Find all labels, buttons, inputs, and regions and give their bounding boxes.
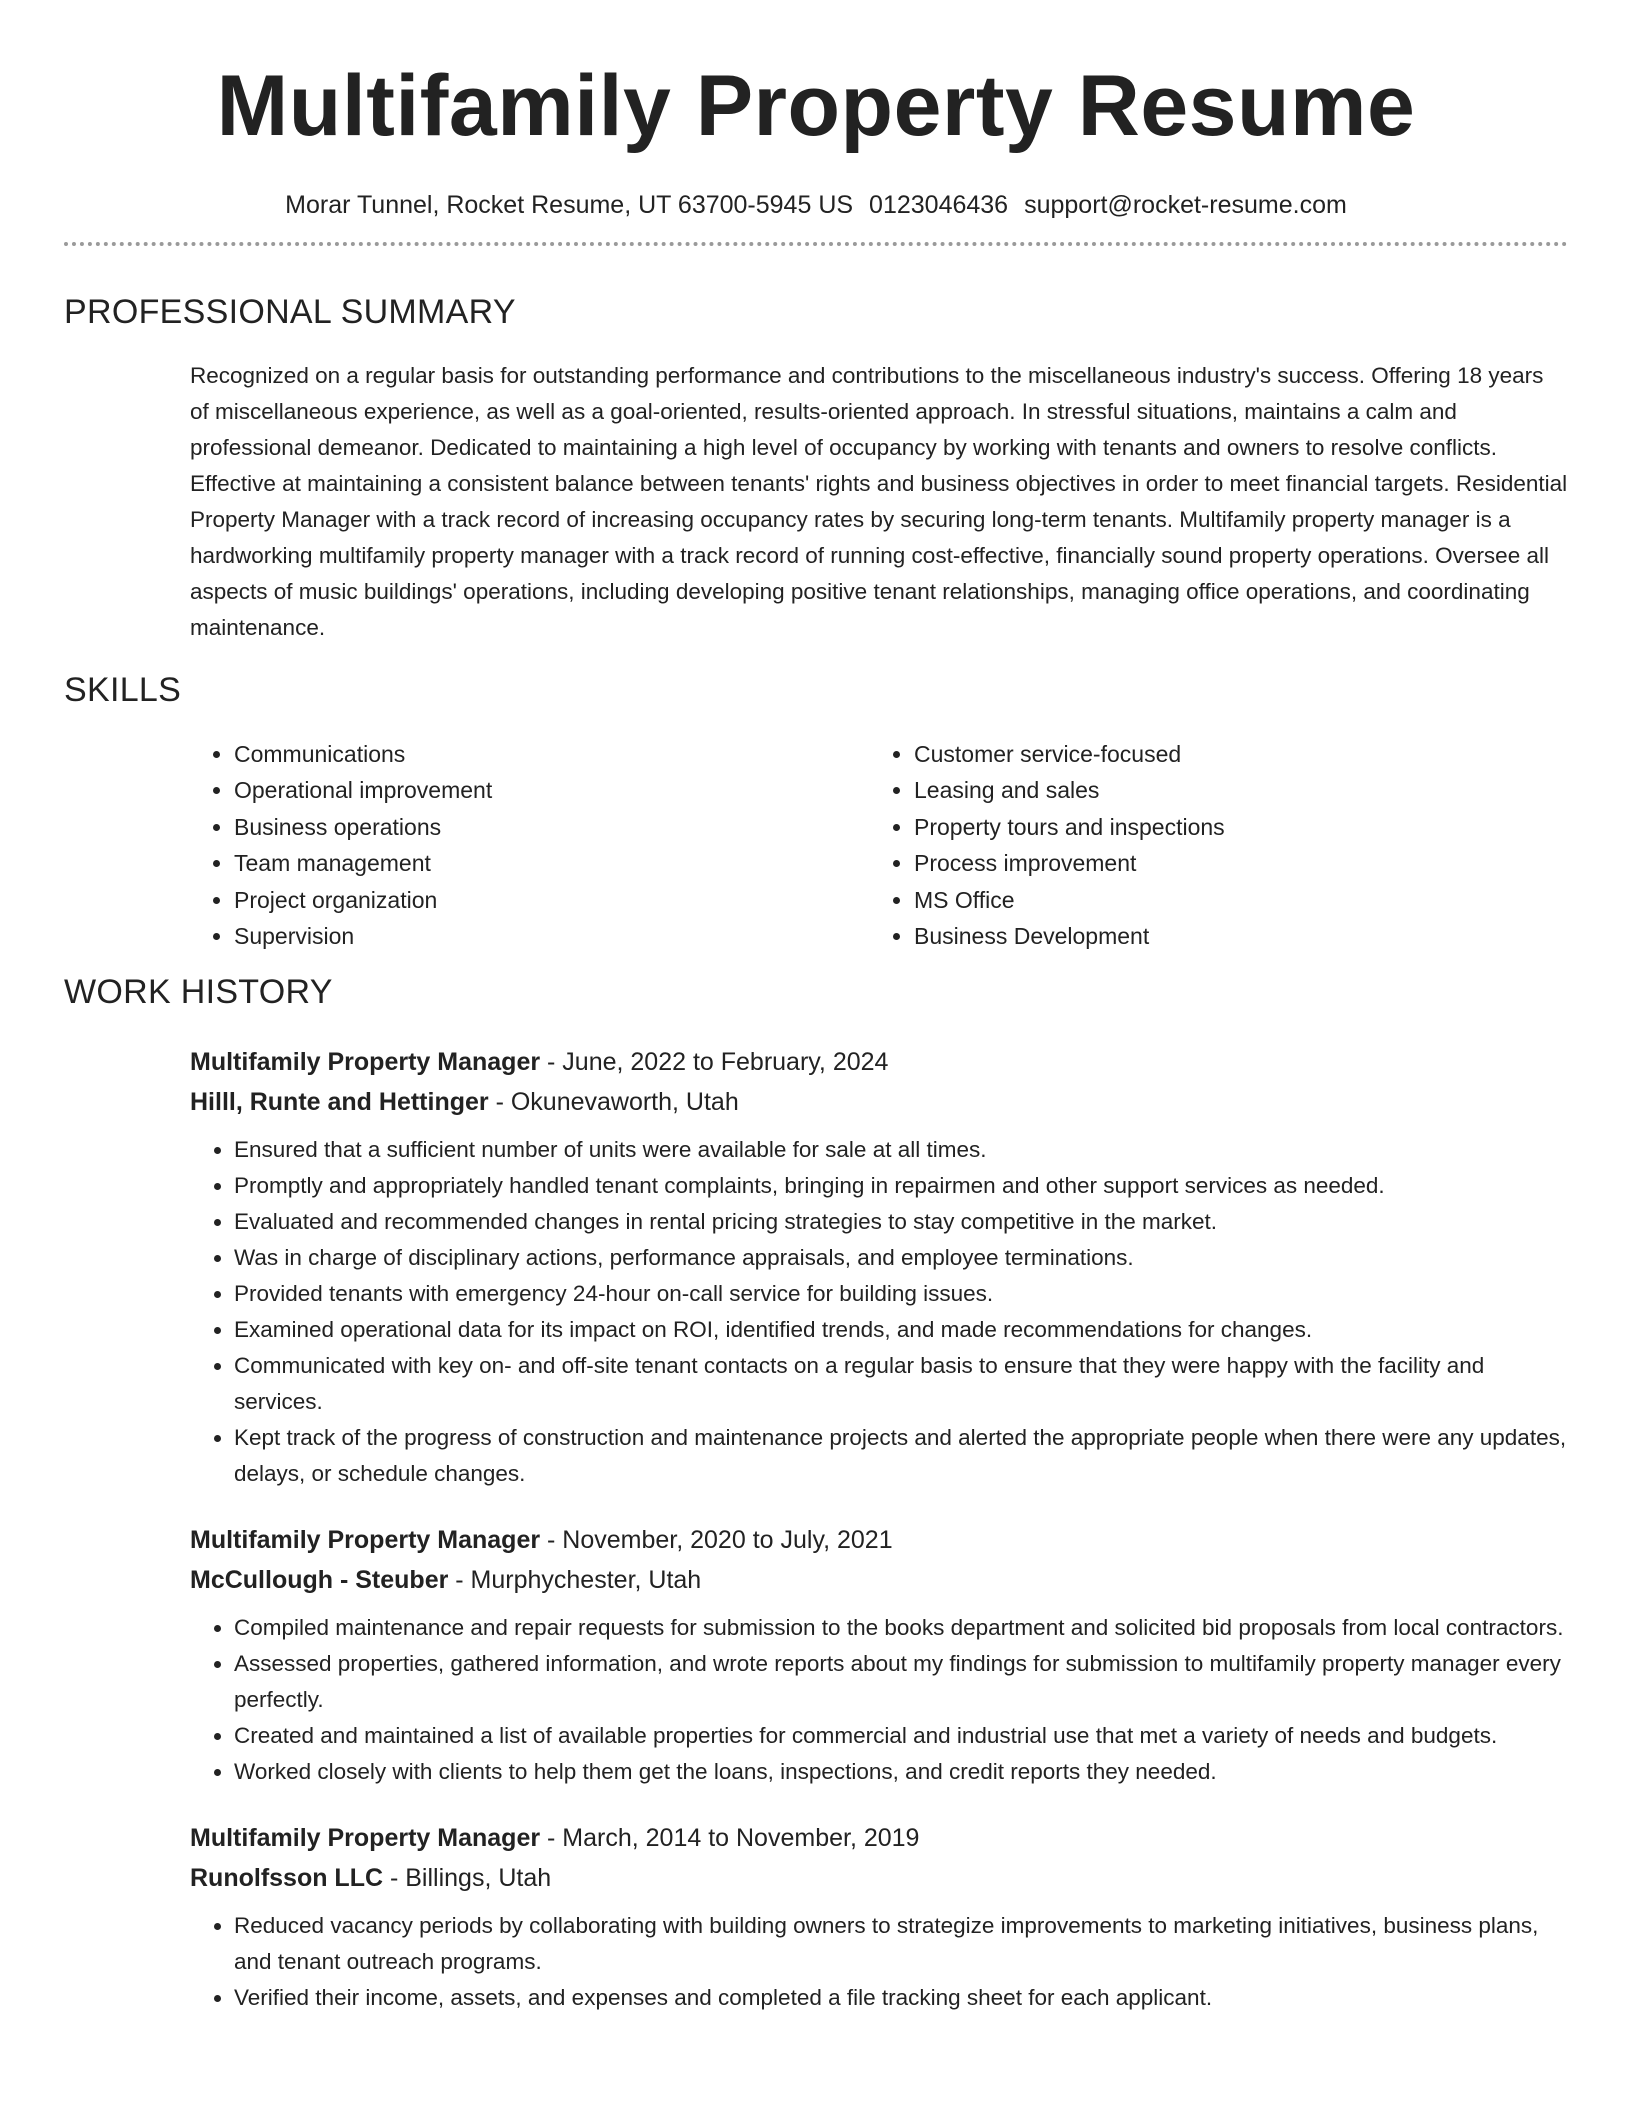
skill-item: • Property tours and inspections [914,809,1514,845]
job-bullet: • Evaluated and recommended changes in rental pricing strategies to stay competitive in the market. [234,1204,1568,1240]
job-title: Multifamily Property Manager [190,1526,541,1555]
job-title: Multifamily Property Manager [190,1824,541,1853]
job-company-line [190,1560,1568,1600]
skills-column-left [190,736,870,954]
job-bullet: • Was in charge of disciplinary actions, performance appraisals, and employee terminations. [234,1240,1568,1276]
job-entry [190,1520,1568,1790]
skill-item: • Team management [234,845,870,881]
work-history-heading: WORK HISTORY [64,973,333,1012]
job-bullet: • Reduced vacancy periods by collaborating with building owners to strategize improvements to marketing initiatives, business plans, and tenant outreach programs. [234,1908,1568,1980]
contact-phone: 0123046436 [869,191,1009,219]
job-bullet: • Provided tenants with emergency 24-hour on-call service for building issues. [234,1276,1568,1312]
summary-text: Recognized on a regular basis for outstanding performance and contributions to the miscellaneous industry's success. Offering 18 years of miscellaneous experience, as well as a goal-oriented, results-oriented approach. In stressful situations, maintains a calm and professional demeanor. Dedicated to maintaining a high level of occupancy by working with tenants and owners to resolve conflicts. Effective at maintaining a consistent balance between tenants' rights and business objectives in order to meet financial targets. Residential Property Manager with a track record of increasing occupancy rates by securing long-term tenants. Multifamily property manager is a hardworking multifamily property manager with a track record of running cost-effective, financially sound property operations. Oversee all aspects of music buildings' operations, including developing positive tenant relationships, managing office operations, and coordinating maintenance. [190,363,1568,640]
skill-item: • Communications [234,736,870,772]
job-bullets [190,1132,1568,1492]
job-bullet: • Verified their income, assets, and expenses and completed a file tracking sheet for each applicant. [234,1980,1568,2016]
job-bullet: • Ensured that a sufficient number of units were available for sale at all times. [234,1132,1568,1168]
header-divider [64,242,1568,246]
job-company: McCullough - Steuber [190,1566,449,1595]
skills-column-right [870,736,1514,954]
job-bullet: • Examined operational data for its impact on ROI, identified trends, and made recommendations for changes. [234,1312,1568,1348]
job-title-line [190,1818,1568,1858]
skill-item: • MS Office [914,882,1514,918]
job-company-line [190,1858,1568,1898]
resume-page [64,0,1568,2016]
job-bullet: • Communicated with key on- and off-site tenant contacts on a regular basis to ensure that they were happy with the facility and services. [234,1348,1568,1420]
job-company: Runolfsson LLC [190,1864,384,1893]
job-location: - Okunevaworth, Utah [488,1088,739,1117]
skills-heading: SKILLS [64,671,182,709]
job-company: Hilll, Runte and Hettinger [190,1088,489,1117]
summary-heading: PROFESSIONAL SUMMARY [64,293,516,331]
skill-item: • Operational improvement [234,772,870,808]
skills-list [190,736,1568,954]
contact-line [64,190,1568,220]
job-bullet: • Promptly and appropriately handled tenant complaints, bringing in repairmen and other support services as needed. [234,1168,1568,1204]
job-bullet: • Created and maintained a list of available properties for commercial and industrial use that met a variety of needs and budgets. [234,1718,1568,1754]
job-title: Multifamily Property Manager [190,1048,541,1077]
job-bullets [190,1610,1568,1790]
job-location: - Billings, Utah [383,1864,552,1893]
skill-item: • Project organization [234,882,870,918]
job-bullet: • Kept track of the progress of construction and maintenance projects and alerted the appropriate people when there were any updates, delays, or schedule changes. [234,1420,1568,1492]
resume-title: Multifamily Property Resume [216,58,1416,154]
skill-item: • Supervision [234,918,870,954]
skill-item: • Process improvement [914,845,1514,881]
job-bullets [190,1908,1568,2016]
job-dates: - November, 2020 to July, 2021 [540,1526,893,1555]
job-dates: - June, 2022 to February, 2024 [540,1048,889,1077]
skill-item: • Leasing and sales [914,772,1514,808]
job-bullet: • Compiled maintenance and repair requests for submission to the books department and solicited bid proposals from local contractors. [234,1610,1568,1646]
contact-address: Morar Tunnel, Rocket Resume, UT 63700-5945 US [285,191,854,219]
job-company-line [190,1082,1568,1122]
job-bullet: • Worked closely with clients to help them get the loans, inspections, and credit reports they needed. [234,1754,1568,1790]
job-location: - Murphychester, Utah [448,1566,702,1595]
job-title-line [190,1520,1568,1560]
job-entry [190,1818,1568,2016]
job-title-line [190,1042,1568,1082]
job-dates: - March, 2014 to November, 2019 [540,1824,920,1853]
job-entry [190,1042,1568,1492]
contact-email: support@rocket-resume.com [1024,191,1347,219]
job-bullet: • Assessed properties, gathered information, and wrote reports about my findings for submission to multifamily property manager every perfectly. [234,1646,1568,1718]
skill-item: • Business operations [234,809,870,845]
skill-item: • Customer service-focused [914,736,1514,772]
skill-item: • Business Development [914,918,1514,954]
